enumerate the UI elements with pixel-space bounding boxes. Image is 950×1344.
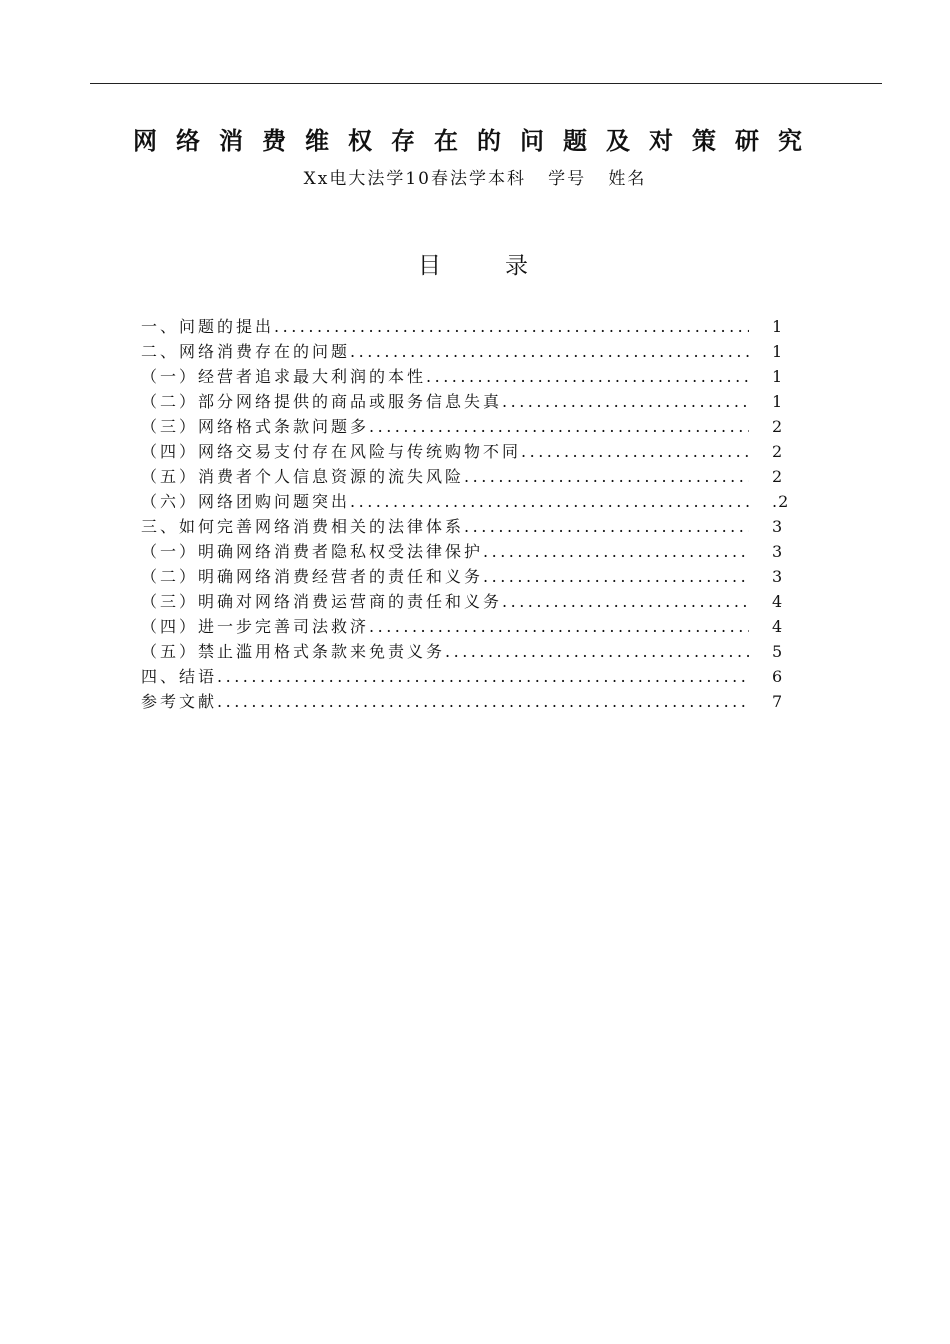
toc-entry-text: （二）部分网络提供的商品或服务信息失真 ..... bbox=[141, 389, 749, 414]
table-of-contents bbox=[141, 314, 801, 714]
document-subtitle: Xx电大法学10春法学本科 学号 姓名 bbox=[303, 169, 647, 189]
toc-entry-text: （一）经营者追求最大利润的本性 ..... bbox=[141, 364, 749, 389]
toc-entry[interactable] bbox=[141, 664, 801, 689]
toc-entry-page: 3 bbox=[772, 567, 784, 586]
toc-entry-page: .2 bbox=[772, 492, 790, 511]
toc-entry[interactable] bbox=[141, 339, 801, 364]
toc-entry-text: 三、如何完善网络消费相关的法律体系 ..... bbox=[141, 514, 749, 539]
toc-entry[interactable] bbox=[141, 614, 801, 639]
header-rule bbox=[90, 83, 882, 84]
toc-entry[interactable] bbox=[141, 489, 801, 514]
toc-entry-page: 1 bbox=[772, 392, 784, 411]
toc-entry[interactable] bbox=[141, 439, 801, 464]
toc-entry[interactable] bbox=[141, 389, 801, 414]
toc-entry[interactable] bbox=[141, 314, 801, 339]
toc-entry-text: 一、问题的提出 ..... bbox=[141, 314, 749, 339]
toc-entry-text: （三）明确对网络消费运营商的责任和义务 ..... bbox=[141, 589, 749, 614]
toc-entry-page: 4 bbox=[772, 617, 784, 636]
toc-entry-page: 4 bbox=[772, 592, 784, 611]
toc-entry-text: （四）进一步完善司法救济 ..... bbox=[141, 614, 749, 639]
toc-entry-page: 1 bbox=[772, 367, 784, 386]
toc-entry-text: 四、结语 ..... bbox=[141, 664, 749, 689]
toc-entry-page: 2 bbox=[772, 442, 784, 461]
toc-entry[interactable] bbox=[141, 464, 801, 489]
toc-entry-page: 5 bbox=[772, 642, 784, 661]
document-title: 网络消费维权存在的问题及对策研究 bbox=[133, 127, 821, 155]
toc-entry-page: 7 bbox=[772, 692, 784, 711]
toc-entry[interactable] bbox=[141, 564, 801, 589]
toc-entry-text: （四）网络交易支付存在风险与传统购物不同 ..... bbox=[141, 439, 749, 464]
toc-entry-text: （三）网络格式条款问题多 ..... bbox=[141, 414, 749, 439]
toc-entry[interactable] bbox=[141, 689, 801, 714]
toc-entry-text: 参考文献 ..... bbox=[141, 689, 749, 714]
toc-entry[interactable] bbox=[141, 639, 801, 664]
toc-entry-page: 1 bbox=[772, 342, 784, 361]
toc-heading: 目录 bbox=[418, 253, 592, 279]
toc-entry-page: 1 bbox=[772, 317, 784, 336]
toc-entry[interactable] bbox=[141, 364, 801, 389]
toc-entry-page: 2 bbox=[772, 467, 784, 486]
toc-entry[interactable] bbox=[141, 539, 801, 564]
toc-entry-text: （六）网络团购问题突出 ..... bbox=[141, 489, 749, 514]
toc-entry-page: 6 bbox=[772, 667, 784, 686]
toc-entry-page: 3 bbox=[772, 542, 784, 561]
toc-entry-text: （一）明确网络消费者隐私权受法律保护 ..... bbox=[141, 539, 749, 564]
toc-entry[interactable] bbox=[141, 514, 801, 539]
toc-entry-text: （五）消费者个人信息资源的流失风险 ..... bbox=[141, 464, 749, 489]
toc-entry[interactable] bbox=[141, 414, 801, 439]
toc-entry-text: 二、网络消费存在的问题 ..... bbox=[141, 339, 749, 364]
toc-entry-text: （五）禁止滥用格式条款来免责义务 ..... bbox=[141, 639, 749, 664]
toc-entry-page: 3 bbox=[772, 517, 784, 536]
toc-entry-page: 2 bbox=[772, 417, 784, 436]
toc-entry[interactable] bbox=[141, 589, 801, 614]
toc-entry-text: （二）明确网络消费经营者的责任和义务 ..... bbox=[141, 564, 749, 589]
